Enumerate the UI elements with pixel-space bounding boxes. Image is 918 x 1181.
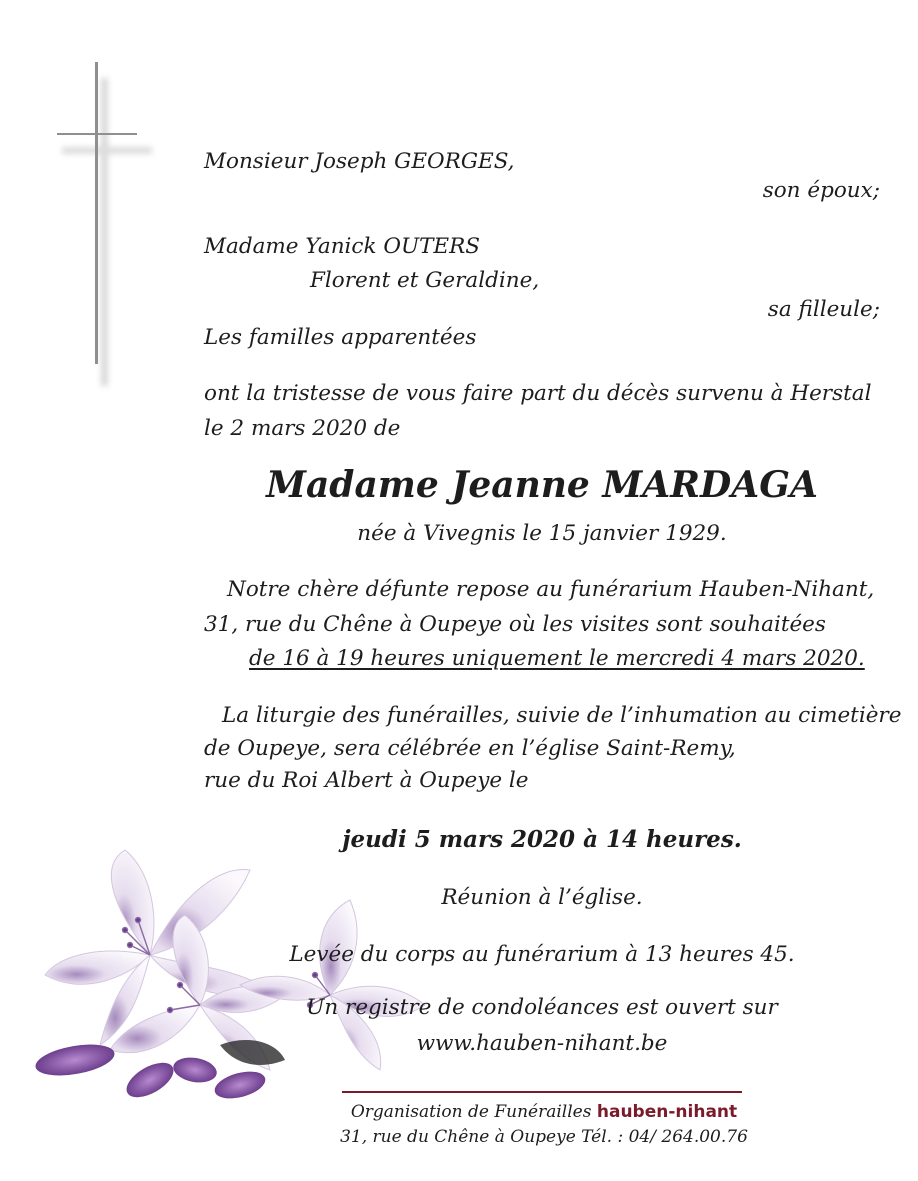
family-line-5: sa filleule; [767, 297, 880, 322]
condolence-register-text: Un registre de condoléances est ouvert sur [306, 995, 778, 1020]
ceremony-meeting: Réunion à l’église. [441, 885, 643, 910]
family-line-4: Florent et Geraldine, [310, 268, 540, 293]
announcement-line-1: ont la tristesse de vous faire part du décès survenu à Herstal [204, 381, 872, 406]
family-line-1: Monsieur Joseph GEORGES, [204, 149, 515, 174]
deceased-name: Madame Jeanne MARDAGA [266, 464, 818, 506]
liturgy-line-3: rue du Roi Albert à Oupeye le [204, 768, 529, 793]
visit-line-1: Notre chère défunte repose au funérarium Hauben-Nihant, [227, 577, 875, 602]
brand-logo: hauben-nihant [596, 1102, 738, 1122]
website-link[interactable]: www.hauben-nihant.be [416, 1031, 668, 1056]
footer-address: 31, rue du Chêne à Oupeye Tél. : 04/ 264.00.76 [340, 1127, 748, 1147]
family-line-2: son époux; [762, 178, 880, 203]
visit-line-2: 31, rue du Chêne à Oupeye où les visites sont souhaitées [204, 612, 826, 637]
family-line-6: Les familles apparentées [204, 325, 477, 350]
footer-organisation [304, 1100, 784, 1124]
ceremony-departure: Levée du corps au funérarium à 13 heures 45. [289, 942, 795, 967]
liturgy-line-1: La liturgie des funérailles, suivie de l’inhumation au cimetière [222, 703, 902, 728]
footer-org-prefix: Organisation de Funérailles [350, 1102, 592, 1122]
liturgy-line-2: de Oupeye, sera célébrée en l’église Saint-Remy, [204, 736, 736, 761]
lily-flowers-image [30, 845, 450, 1115]
deceased-birth: née à Vivegnis le 15 janvier 1929. [357, 521, 727, 546]
visit-line-3: de 16 à 19 heures uniquement le mercredi 4 mars 2020. [249, 646, 865, 671]
announcement-line-2: le 2 mars 2020 de [204, 416, 401, 441]
family-line-3: Madame Yanick OUTERS [204, 234, 481, 259]
ceremony-date: jeudi 5 mars 2020 à 14 heures. [342, 826, 742, 853]
footer-divider [342, 1091, 742, 1093]
